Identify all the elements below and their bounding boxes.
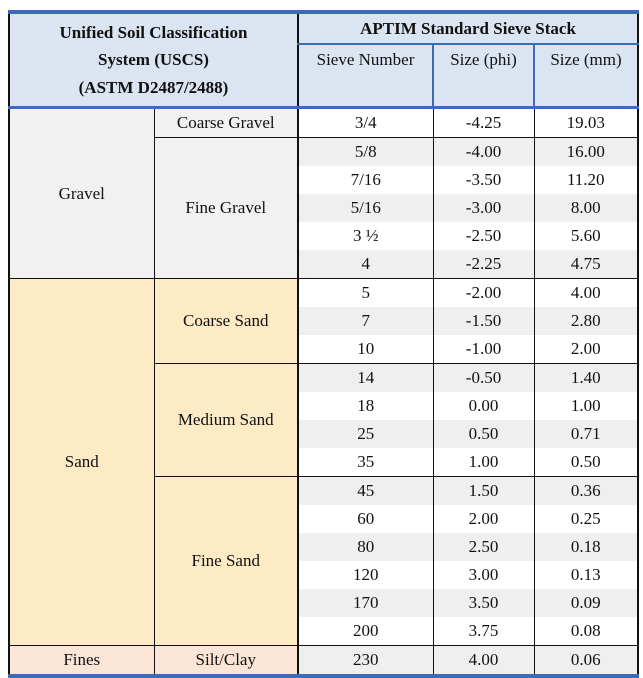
size-mm-cell: 16.00 [534, 138, 638, 167]
table-row [9, 646, 638, 677]
size-phi-cell: -2.50 [433, 222, 534, 250]
column-header-size-phi: Size (phi) [433, 44, 534, 108]
sieve-number-cell: 5/16 [298, 194, 433, 222]
sieve-number-cell: 7 [298, 307, 433, 335]
sieve-number-cell: 14 [298, 364, 433, 393]
subgroup-cell-coarse-sand: Coarse Sand [154, 279, 298, 364]
size-mm-cell: 2.80 [534, 307, 638, 335]
subgroup-cell-coarse-gravel: Coarse Gravel [154, 108, 298, 138]
column-header-sieve-number: Sieve Number [298, 44, 433, 108]
size-phi-cell: -1.50 [433, 307, 534, 335]
sieve-number-cell: 200 [298, 617, 433, 646]
size-phi-cell: 0.50 [433, 420, 534, 448]
size-mm-cell: 1.00 [534, 392, 638, 420]
size-mm-cell: 19.03 [534, 108, 638, 138]
size-phi-cell: 2.50 [433, 533, 534, 561]
subgroup-cell-fine-sand: Fine Sand [154, 477, 298, 646]
uscs-header-cell [9, 12, 298, 108]
subgroup-cell-silt-clay: Silt/Clay [154, 646, 298, 677]
size-mm-cell: 5.60 [534, 222, 638, 250]
size-phi-cell: -3.00 [433, 194, 534, 222]
size-phi-cell: 1.50 [433, 477, 534, 506]
aptim-header-cell: APTIM Standard Sieve Stack [298, 12, 638, 44]
size-phi-cell: -2.25 [433, 250, 534, 279]
size-phi-cell: 3.75 [433, 617, 534, 646]
size-phi-cell: -0.50 [433, 364, 534, 393]
size-mm-cell: 0.36 [534, 477, 638, 506]
size-phi-cell: 3.00 [433, 561, 534, 589]
subgroup-cell-medium-sand: Medium Sand [154, 364, 298, 477]
size-mm-cell: 0.13 [534, 561, 638, 589]
uscs-title-line-3: (ASTM D2487/2488) [78, 77, 229, 97]
sieve-number-cell: 45 [298, 477, 433, 506]
sieve-number-cell: 80 [298, 533, 433, 561]
sieve-number-cell: 230 [298, 646, 433, 677]
size-phi-cell: -2.00 [433, 279, 534, 308]
subgroup-cell-fine-gravel: Fine Gravel [154, 138, 298, 279]
group-cell-gravel: Gravel [9, 108, 154, 279]
size-mm-cell: 0.18 [534, 533, 638, 561]
size-phi-cell: 1.00 [433, 448, 534, 477]
sieve-number-cell: 3 ½ [298, 222, 433, 250]
size-mm-cell: 2.00 [534, 335, 638, 364]
table-row [9, 279, 638, 308]
sieve-number-cell: 3/4 [298, 108, 433, 138]
size-phi-cell: -1.00 [433, 335, 534, 364]
uscs-title-line-1: Unified Soil Classification [59, 22, 248, 42]
size-phi-cell: 0.00 [433, 392, 534, 420]
size-mm-cell: 4.00 [534, 279, 638, 308]
sieve-number-cell: 18 [298, 392, 433, 420]
size-mm-cell: 0.08 [534, 617, 638, 646]
uscs-title-line-2: System (USCS) [98, 50, 209, 70]
sieve-number-cell: 5/8 [298, 138, 433, 167]
size-mm-cell: 8.00 [534, 194, 638, 222]
column-header-size-mm: Size (mm) [534, 44, 638, 108]
size-mm-cell: 0.09 [534, 589, 638, 617]
group-cell-sand: Sand [9, 279, 154, 646]
size-mm-cell: 0.50 [534, 448, 638, 477]
size-mm-cell: 1.40 [534, 364, 638, 393]
sieve-number-cell: 170 [298, 589, 433, 617]
size-mm-cell: 0.25 [534, 505, 638, 533]
size-mm-cell: 4.75 [534, 250, 638, 279]
sieve-number-cell: 7/16 [298, 166, 433, 194]
sieve-number-cell: 120 [298, 561, 433, 589]
size-phi-cell: 3.50 [433, 589, 534, 617]
size-phi-cell: -4.25 [433, 108, 534, 138]
size-phi-cell: -4.00 [433, 138, 534, 167]
sieve-number-cell: 25 [298, 420, 433, 448]
sieve-number-cell: 5 [298, 279, 433, 308]
size-mm-cell: 11.20 [534, 166, 638, 194]
sieve-number-cell: 4 [298, 250, 433, 279]
size-mm-cell: 0.71 [534, 420, 638, 448]
sieve-number-cell: 35 [298, 448, 433, 477]
group-cell-fines: Fines [9, 646, 154, 677]
size-phi-cell: -3.50 [433, 166, 534, 194]
size-phi-cell: 2.00 [433, 505, 534, 533]
sieve-number-cell: 60 [298, 505, 433, 533]
table-row [9, 108, 638, 138]
size-mm-cell: 0.06 [534, 646, 638, 677]
size-phi-cell: 4.00 [433, 646, 534, 677]
sieve-number-cell: 10 [298, 335, 433, 364]
sieve-stack-table [8, 10, 639, 678]
header-row-titles [9, 12, 638, 44]
